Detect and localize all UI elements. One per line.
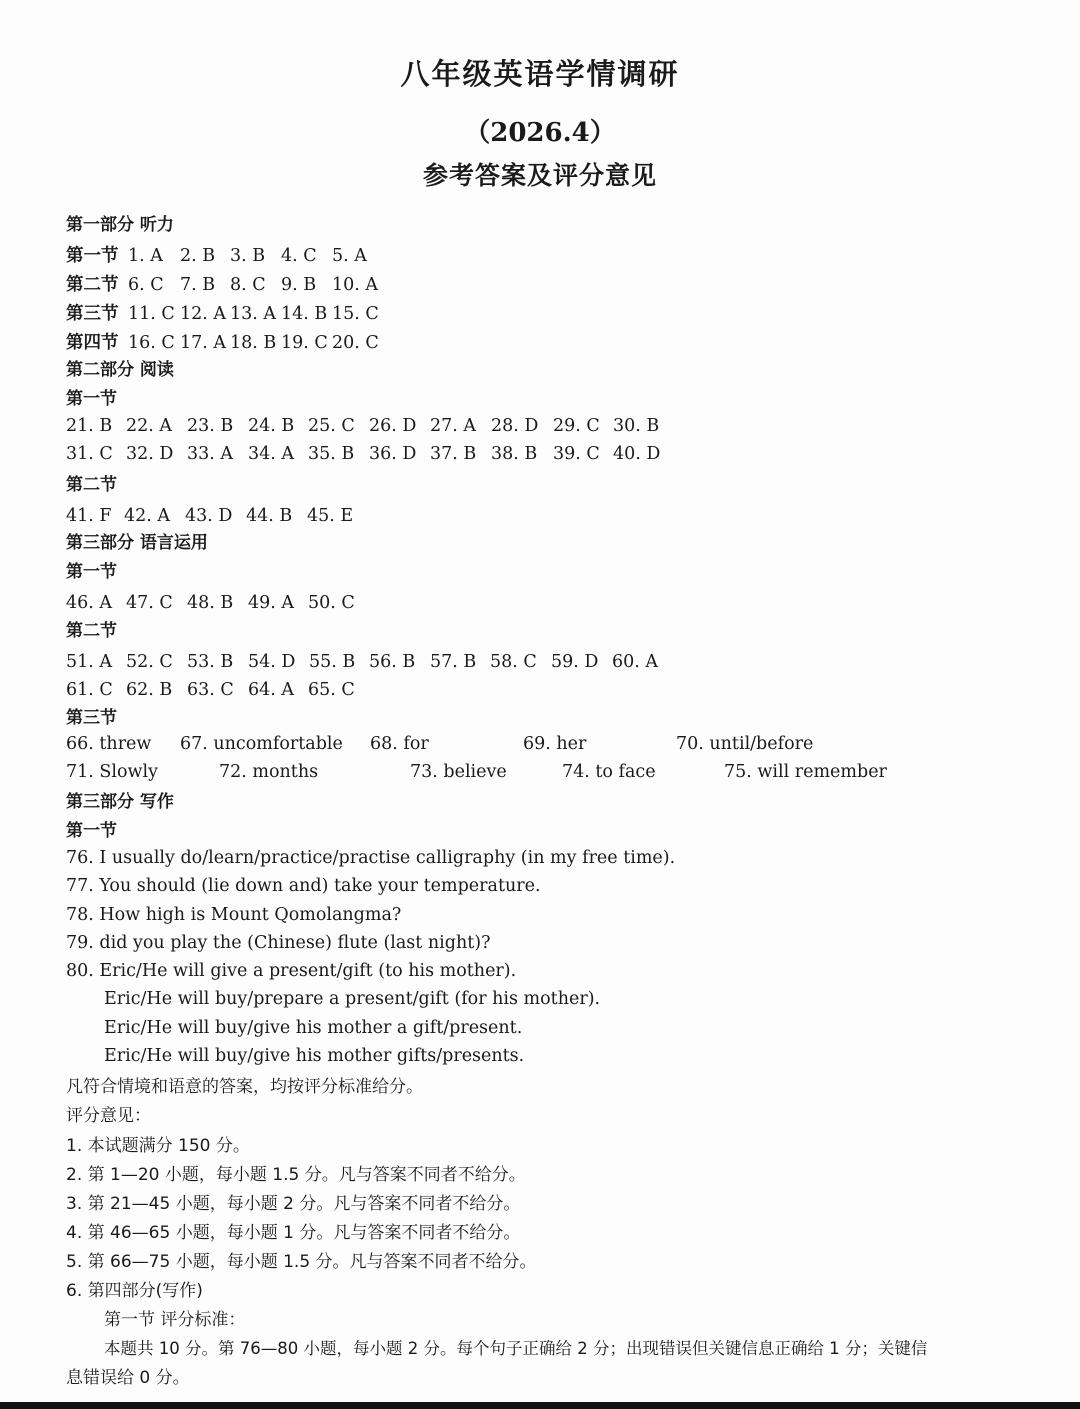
- answer-item: 72. months: [219, 762, 319, 782]
- answer-item: 59. D: [551, 652, 599, 672]
- answer-item: 6. C: [128, 275, 164, 295]
- answer-item: 63. C: [187, 680, 234, 700]
- answer-item: 48. B: [187, 593, 234, 613]
- scoring-heading: 评分意见：: [66, 1106, 151, 1126]
- answer-item: 65. C: [308, 680, 355, 700]
- answer-item: 44. B: [246, 506, 293, 526]
- answer-item: 46. A: [66, 593, 113, 613]
- part2-section2-label: 第二节: [66, 475, 117, 495]
- answer-item: 70. until/before: [676, 734, 814, 754]
- answer-item: 62. B: [126, 680, 173, 700]
- scoring-subheading: 第一节 评分标准：: [104, 1310, 246, 1330]
- answer-item: 43. D: [185, 506, 233, 526]
- answer-item: 9. B: [281, 275, 317, 295]
- answer-item: 41. F: [66, 506, 112, 526]
- answer-item: 16. C: [128, 333, 175, 353]
- answer-line: 76. I usually do/learn/practice/practise calligraphy (in my free time).: [66, 848, 676, 868]
- alternative-answer: Eric/He will buy/give his mother a gift/present.: [104, 1018, 523, 1038]
- answer-item: 21. B: [66, 416, 113, 436]
- answer-line: 80. Eric/He will give a present/gift (to his mother).: [66, 961, 517, 981]
- answer-item: 56. B: [369, 652, 416, 672]
- part3-section3-label: 第三节: [66, 708, 117, 728]
- bottom-border: [0, 1402, 1080, 1409]
- answer-item: 37. B: [430, 444, 477, 464]
- answer-item: 11. C: [128, 304, 175, 324]
- answer-item: 14. B: [281, 304, 328, 324]
- answer-item: 15. C: [332, 304, 379, 324]
- answer-item: 66. threw: [66, 734, 152, 754]
- answer-item: 1. A: [128, 246, 163, 266]
- answer-line: 78. How high is Mount Qomolangma?: [66, 905, 402, 925]
- answer-item: 71. Slowly: [66, 762, 158, 782]
- answer-item: 54. D: [248, 652, 296, 672]
- answer-item: 57. B: [430, 652, 477, 672]
- answer-item: 7. B: [180, 275, 216, 295]
- answer-item: 24. B: [248, 416, 295, 436]
- alternative-answer: Eric/He will buy/prepare a present/gift (for his mother).: [104, 989, 601, 1009]
- part2-section1-label: 第一节: [66, 389, 117, 409]
- part3-section1-label: 第一节: [66, 562, 117, 582]
- answer-item: 28. D: [491, 416, 539, 436]
- answer-item: 60. A: [612, 652, 659, 672]
- answer-item: 52. C: [126, 652, 173, 672]
- scoring-note: 凡符合情境和语意的答案，均按评分标准给分。: [66, 1077, 423, 1097]
- answer-item: 27. A: [430, 416, 477, 436]
- answer-line: 77. You should (lie down and) take your temperature.: [66, 876, 541, 896]
- answer-item: 47. C: [126, 593, 173, 613]
- section-label: 第一节: [66, 246, 119, 266]
- answer-item: 20. C: [332, 333, 379, 353]
- section-label: 第三节: [66, 304, 119, 324]
- answer-item: 42. A: [124, 506, 171, 526]
- answer-item: 10. A: [332, 275, 379, 295]
- scoring-item: 2. 第 1—20 小题，每小题 1.5 分。凡与答案不同者不给分。: [66, 1165, 526, 1185]
- answer-item: 35. B: [308, 444, 355, 464]
- answer-item: 36. D: [369, 444, 417, 464]
- part4-heading: 第三部分 写作: [66, 792, 174, 812]
- answer-item: 34. A: [248, 444, 295, 464]
- answer-item: 39. C: [553, 444, 600, 464]
- answer-item: 64. A: [248, 680, 295, 700]
- answer-item: 23. B: [187, 416, 234, 436]
- answer-item: 31. C: [66, 444, 113, 464]
- answer-item: 67. uncomfortable: [180, 734, 343, 754]
- answer-item: 69. her: [523, 734, 587, 754]
- answer-item: 18. B: [230, 333, 277, 353]
- answer-item: 61. C: [66, 680, 113, 700]
- scoring-item: 1. 本试题满分 150 分。: [66, 1136, 250, 1156]
- alternative-answer: Eric/He will buy/give his mother gifts/presents.: [104, 1046, 525, 1066]
- answer-item: 4. C: [281, 246, 317, 266]
- answer-item: 75. will remember: [724, 762, 887, 782]
- page-subtitle: 参考答案及评分意见: [422, 161, 657, 190]
- answer-item: 30. B: [613, 416, 660, 436]
- answer-item: 45. E: [307, 506, 354, 526]
- answer-item: 40. D: [613, 444, 661, 464]
- scoring-item: 4. 第 46—65 小题，每小题 1 分。凡与答案不同者不给分。: [66, 1223, 521, 1243]
- answer-item: 13. A: [230, 304, 277, 324]
- answer-line: 79. did you play the (Chinese) flute (last night)?: [66, 933, 491, 953]
- answer-item: 58. C: [490, 652, 537, 672]
- answer-item: 19. C: [281, 333, 328, 353]
- answer-item: 55. B: [309, 652, 356, 672]
- answer-item: 38. B: [491, 444, 538, 464]
- answer-item: 8. C: [230, 275, 266, 295]
- part3-section2-label: 第二节: [66, 621, 117, 641]
- scoring-item: 6. 第四部分(写作): [66, 1281, 203, 1301]
- answer-item: 25. C: [308, 416, 355, 436]
- answer-item: 73. believe: [410, 762, 507, 782]
- answer-item: 5. A: [332, 246, 367, 266]
- answer-item: 50. C: [308, 593, 355, 613]
- answer-item: 53. B: [187, 652, 234, 672]
- scoring-detail: 息错误给 0 分。: [66, 1368, 190, 1388]
- part3-heading: 第三部分 语言运用: [66, 533, 208, 553]
- part2-heading: 第二部分 阅读: [66, 360, 174, 380]
- scoring-item: 5. 第 66—75 小题，每小题 1.5 分。凡与答案不同者不给分。: [66, 1252, 537, 1272]
- exam-date: （2026.4）: [464, 118, 616, 148]
- answer-item: 49. A: [248, 593, 295, 613]
- answer-item: 29. C: [553, 416, 600, 436]
- part4-section1-label: 第一节: [66, 821, 117, 841]
- answer-item: 74. to face: [562, 762, 656, 782]
- section-label: 第四节: [66, 333, 119, 353]
- section-label: 第二节: [66, 275, 119, 295]
- answer-item: 12. A: [180, 304, 227, 324]
- answer-item: 26. D: [369, 416, 417, 436]
- page-title: 八年级英语学情调研: [400, 57, 680, 91]
- answer-item: 22. A: [126, 416, 173, 436]
- part1-heading: 第一部分 听力: [66, 215, 174, 235]
- answer-item: 68. for: [370, 734, 429, 754]
- answer-item: 51. A: [66, 652, 113, 672]
- scoring-item: 3. 第 21—45 小题，每小题 2 分。凡与答案不同者不给分。: [66, 1194, 521, 1214]
- scoring-detail: 本题共 10 分。第 76—80 小题，每小题 2 分。每个句子正确给 2 分；出现错误但关键信息正确给 1 分；关键信: [104, 1339, 928, 1358]
- answer-item: 33. A: [187, 444, 234, 464]
- answer-item: 2. B: [180, 246, 216, 266]
- answer-item: 17. A: [180, 333, 227, 353]
- answer-item: 32. D: [126, 444, 174, 464]
- answer-item: 3. B: [230, 246, 266, 266]
